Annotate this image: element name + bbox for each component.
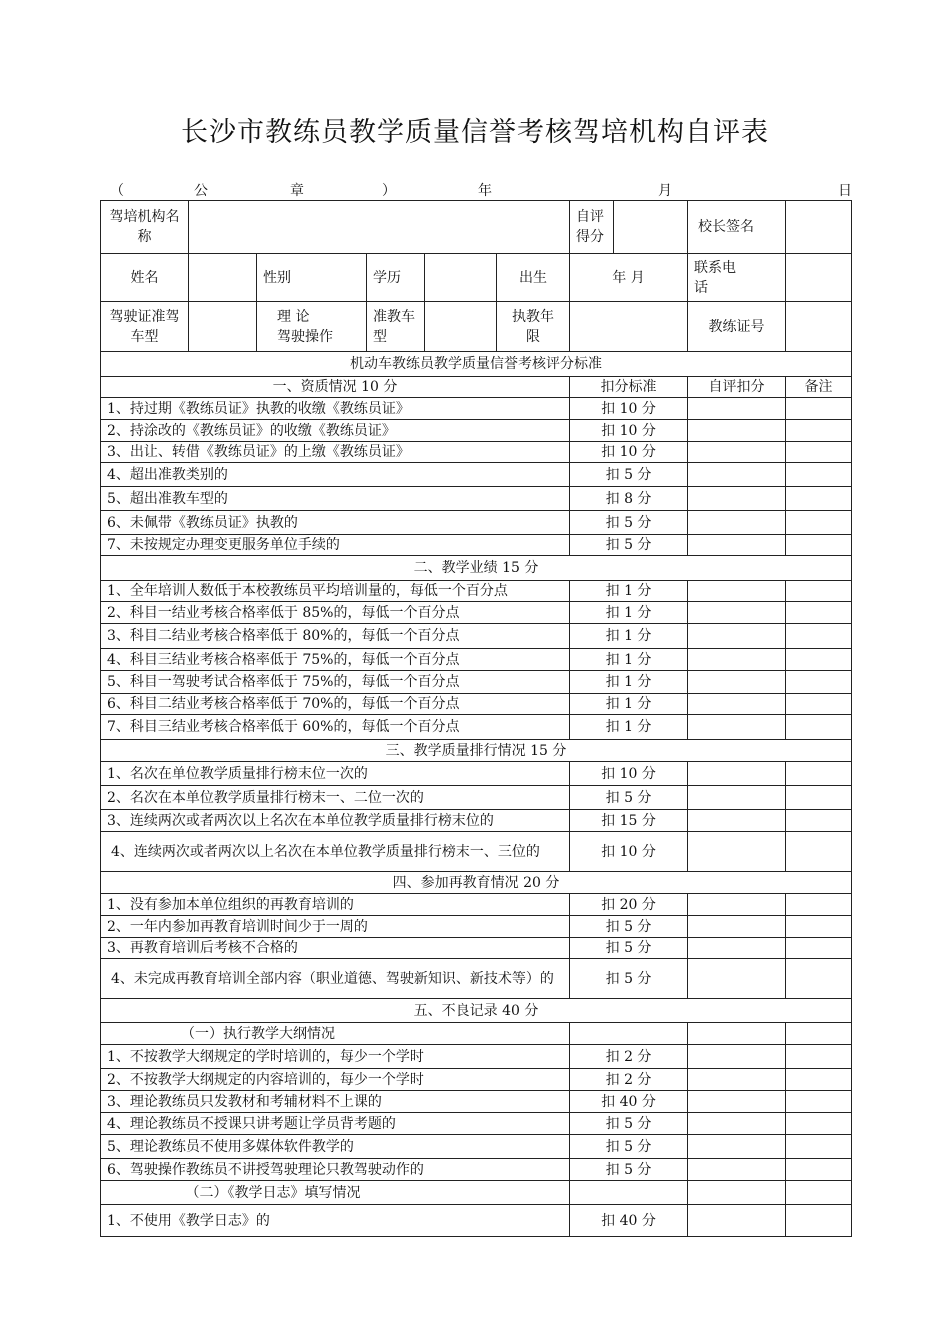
section-title: 一、资质情况 10 分 xyxy=(101,377,570,398)
self-deduction-cell[interactable] xyxy=(688,1045,786,1069)
rule-score: 扣 5 分 xyxy=(570,786,688,810)
rule-score: 扣 5 分 xyxy=(570,938,688,959)
rule-text: 4、理论教练员不授课只讲考题让学员背考题的 xyxy=(101,1113,570,1135)
rule-score: 扣 1 分 xyxy=(570,602,688,624)
self-deduction-cell[interactable] xyxy=(688,442,786,463)
rule-text: 4、超出准教类别的 xyxy=(101,463,570,487)
rule-score: 扣 1 分 xyxy=(570,715,688,740)
self-deduction-cell[interactable] xyxy=(688,1135,786,1159)
rule-score: 扣 40 分 xyxy=(570,1091,688,1113)
years-label: 执教年限 xyxy=(497,302,570,352)
gender-label: 性别 xyxy=(257,254,367,302)
rule-text: 1、没有参加本单位组织的再教育培训的 xyxy=(101,894,570,916)
rule-score: 扣 10 分 xyxy=(570,442,688,463)
principal-signature-field[interactable] xyxy=(786,201,852,254)
rule-score: 扣 10 分 xyxy=(570,398,688,420)
principal-label: 校长签名 xyxy=(688,201,786,254)
self-deduction-cell[interactable] xyxy=(688,420,786,442)
rule-score: 扣 15 分 xyxy=(570,810,688,832)
birth-value[interactable]: 年 月 xyxy=(570,254,688,302)
self-deduction-cell[interactable] xyxy=(688,894,786,916)
section-3 xyxy=(101,740,852,872)
note-cell[interactable] xyxy=(786,832,852,872)
org-name-field[interactable] xyxy=(189,201,570,254)
note-cell[interactable] xyxy=(786,511,852,535)
note-cell[interactable] xyxy=(786,1135,852,1159)
self-deduction-cell[interactable] xyxy=(688,511,786,535)
rule-text: 1、名次在单位教学质量排行榜末位一次的 xyxy=(101,762,570,786)
note-cell[interactable] xyxy=(786,442,852,463)
self-deduction-cell[interactable] xyxy=(688,786,786,810)
self-deduction-cell[interactable] xyxy=(688,581,786,602)
name-label: 姓名 xyxy=(101,254,189,302)
cert-field[interactable] xyxy=(786,302,852,352)
note-cell[interactable] xyxy=(786,715,852,740)
self-deduction-cell[interactable] xyxy=(688,938,786,959)
rule-text: 3、理论教练员只发教材和考辅材料不上课的 xyxy=(101,1091,570,1113)
rule-text: 1、全年培训人数低于本校教练员平均培训量的，每低一个百分点 xyxy=(101,581,570,602)
note-cell[interactable] xyxy=(786,916,852,938)
self-deduction-cell[interactable] xyxy=(688,487,786,511)
col-self-header: 自评扣分 xyxy=(688,377,786,398)
birth-label: 出生 xyxy=(497,254,570,302)
date-line xyxy=(104,180,850,200)
note-cell[interactable] xyxy=(786,938,852,959)
self-deduction-cell[interactable] xyxy=(688,624,786,649)
rule-text: 2、名次在本单位教学质量排行榜末一、二位一次的 xyxy=(101,786,570,810)
rule-text: 4、未完成再教育培训全部内容（职业道德、驾驶新知识、新技术等）的 xyxy=(101,959,570,999)
date-seal-1: 公 xyxy=(194,183,208,199)
phone-label: 联系电话 xyxy=(688,254,786,302)
note-cell[interactable] xyxy=(786,1069,852,1091)
note-cell[interactable] xyxy=(786,694,852,715)
self-deduction-cell[interactable] xyxy=(688,1091,786,1113)
teach-type-label: 准教车型 xyxy=(367,302,425,352)
org-name-label: 驾培机构名 称 xyxy=(101,201,189,254)
rule-score: 扣 10 分 xyxy=(570,832,688,872)
self-deduction-cell[interactable] xyxy=(688,916,786,938)
rule-text: 7、科目三结业考核合格率低于 60%的，每低一个百分点 xyxy=(101,715,570,740)
evaluation-form xyxy=(100,200,852,1237)
self-deduction-cell[interactable] xyxy=(688,398,786,420)
rule-text: 2、科目一结业考核合格率低于 85%的，每低一个百分点 xyxy=(101,602,570,624)
note-cell[interactable] xyxy=(786,786,852,810)
self-deduction-cell[interactable] xyxy=(688,649,786,671)
name-field[interactable] xyxy=(189,254,257,302)
self-score-label: 自评得分 xyxy=(570,201,614,253)
rule-score: 扣 5 分 xyxy=(570,535,688,556)
rule-score: 扣 2 分 xyxy=(570,1069,688,1091)
note-cell[interactable] xyxy=(786,959,852,999)
note-cell[interactable] xyxy=(786,810,852,832)
license-field[interactable] xyxy=(189,302,257,352)
rule-text: 5、科目一驾驶考试合格率低于 75%的，每低一个百分点 xyxy=(101,671,570,694)
note-cell[interactable] xyxy=(786,1091,852,1113)
teach-type-field[interactable] xyxy=(425,302,497,352)
self-deduction-cell[interactable] xyxy=(688,810,786,832)
rule-score: 扣 1 分 xyxy=(570,624,688,649)
self-deduction-cell[interactable] xyxy=(688,1113,786,1135)
cert-label: 教练证号 xyxy=(688,302,786,352)
rule-score: 扣 5 分 xyxy=(570,463,688,487)
rule-text: 1、不使用《教学日志》的 xyxy=(101,1205,570,1237)
rule-text: 6、未佩带《教练员证》执教的 xyxy=(101,511,570,535)
self-deduction-cell[interactable] xyxy=(688,715,786,740)
date-month: 月 xyxy=(658,183,672,199)
rule-text: 6、驾驶操作教练员不讲授驾驶理论只教驾驶动作的 xyxy=(101,1159,570,1181)
rule-score: 扣 5 分 xyxy=(570,916,688,938)
subsection-title: （一）执行教学大纲情况 xyxy=(101,1023,570,1045)
note-cell[interactable] xyxy=(786,535,852,556)
rule-text: 3、再教育培训后考核不合格的 xyxy=(101,938,570,959)
section-title: 五、不良记录 40 分 xyxy=(101,999,852,1023)
self-deduction-cell[interactable] xyxy=(688,762,786,786)
self-deduction-cell[interactable] xyxy=(688,1069,786,1091)
rule-score: 扣 10 分 xyxy=(570,420,688,442)
note-cell[interactable] xyxy=(786,420,852,442)
date-seal-2: 章 xyxy=(290,183,304,199)
self-deduction-cell[interactable] xyxy=(688,959,786,999)
note-cell[interactable] xyxy=(786,894,852,916)
rule-score: 扣 20 分 xyxy=(570,894,688,916)
theory-label: 理 论 xyxy=(277,308,310,325)
col-note-header: 备注 xyxy=(786,377,852,398)
note-cell[interactable] xyxy=(786,762,852,786)
rule-text: 6、科目二结业考核合格率低于 70%的，每低一个百分点 xyxy=(101,694,570,715)
rule-score: 扣 8 分 xyxy=(570,487,688,511)
date-paren-open: （ xyxy=(110,183,124,199)
self-deduction-cell[interactable] xyxy=(688,463,786,487)
note-cell[interactable] xyxy=(786,1159,852,1181)
date-day: 日 xyxy=(838,183,852,199)
rule-score: 扣 1 分 xyxy=(570,581,688,602)
page-title: 长沙市教练员教学质量信誉考核驾培机构自评表 xyxy=(181,117,769,148)
rule-score: 扣 5 分 xyxy=(570,1135,688,1159)
self-deduction-cell[interactable] xyxy=(688,1205,786,1237)
section-4 xyxy=(101,872,852,999)
rule-score: 扣 1 分 xyxy=(570,694,688,715)
note-cell[interactable] xyxy=(786,487,852,511)
self-deduction-cell[interactable] xyxy=(688,602,786,624)
note-cell[interactable] xyxy=(786,398,852,420)
rule-text: 1、持过期《教练员证》执教的收缴《教练员证》 xyxy=(101,398,570,420)
rule-text: 7、未按规定办理变更服务单位手续的 xyxy=(101,535,570,556)
rule-text: 2、持涂改的《教练员证》的收缴《教练员证》 xyxy=(101,420,570,442)
section-title: 三、教学质量排行情况 15 分 xyxy=(101,740,852,762)
section-5 xyxy=(101,999,852,1237)
self-deduction-cell[interactable] xyxy=(688,832,786,872)
standards-title: 机动车教练员教学质量信誉考核评分标准 xyxy=(101,352,852,377)
date-paren-close: ） xyxy=(382,183,396,199)
rule-score: 扣 5 分 xyxy=(570,959,688,999)
education-field[interactable] xyxy=(425,254,497,302)
rule-score: 扣 1 分 xyxy=(570,671,688,694)
rule-score: 扣 10 分 xyxy=(570,762,688,786)
note-cell[interactable] xyxy=(786,1205,852,1237)
section-1 xyxy=(101,377,852,556)
note-cell[interactable] xyxy=(786,1045,852,1069)
rule-score: 扣 5 分 xyxy=(570,1159,688,1181)
rule-text: 4、科目三结业考核合格率低于 75%的，每低一个百分点 xyxy=(101,649,570,671)
rule-text: 3、科目二结业考核合格率低于 80%的，每低一个百分点 xyxy=(101,624,570,649)
note-cell[interactable] xyxy=(786,624,852,649)
rule-score: 扣 5 分 xyxy=(570,511,688,535)
note-cell[interactable] xyxy=(786,671,852,694)
self-deduction-cell[interactable] xyxy=(688,671,786,694)
rule-score: 扣 5 分 xyxy=(570,1113,688,1135)
license-label: 驾驶证准驾车型 xyxy=(101,302,189,352)
rule-text: 2、不按教学大纲规定的内容培训的，每少一个学时 xyxy=(101,1069,570,1091)
date-year: 年 xyxy=(478,183,492,199)
self-deduction-cell[interactable] xyxy=(688,694,786,715)
self-score-field[interactable] xyxy=(614,201,687,253)
rule-text: 5、理论教练员不使用多媒体软件教学的 xyxy=(101,1135,570,1159)
section-2 xyxy=(101,556,852,740)
education-label: 学历 xyxy=(367,254,425,302)
rule-score: 扣 2 分 xyxy=(570,1045,688,1069)
rule-text: 3、连续两次或者两次以上名次在本单位教学质量排行榜末位的 xyxy=(101,810,570,832)
section-title: 二、教学业绩 15 分 xyxy=(101,556,852,581)
rule-text: 1、不按教学大纲规定的学时培训的，每少一个学时 xyxy=(101,1045,570,1069)
self-deduction-cell[interactable] xyxy=(688,535,786,556)
note-cell[interactable] xyxy=(786,602,852,624)
rule-text: 5、超出准教车型的 xyxy=(101,487,570,511)
driving-label: 驾驶操作 xyxy=(277,328,333,345)
years-field[interactable] xyxy=(570,302,688,352)
note-cell[interactable] xyxy=(786,581,852,602)
rule-text: 4、连续两次或者两次以上名次在本单位教学质量排行榜末一、三位的 xyxy=(101,832,570,872)
section-title: 四、参加再教育情况 20 分 xyxy=(101,872,852,894)
rule-score: 扣 1 分 xyxy=(570,649,688,671)
col-standard-header: 扣分标准 xyxy=(570,377,688,398)
subsection-title: （二）《教学日志》填写情况 xyxy=(101,1181,570,1205)
self-deduction-cell[interactable] xyxy=(688,1159,786,1181)
note-cell[interactable] xyxy=(786,463,852,487)
note-cell[interactable] xyxy=(786,649,852,671)
rule-text: 2、一年内参加再教育培训时间少于一周的 xyxy=(101,916,570,938)
rule-score: 扣 40 分 xyxy=(570,1205,688,1237)
rule-text: 3、出让、转借《教练员证》的上缴《教练员证》 xyxy=(101,442,570,463)
phone-field[interactable] xyxy=(786,254,852,302)
note-cell[interactable] xyxy=(786,1113,852,1135)
